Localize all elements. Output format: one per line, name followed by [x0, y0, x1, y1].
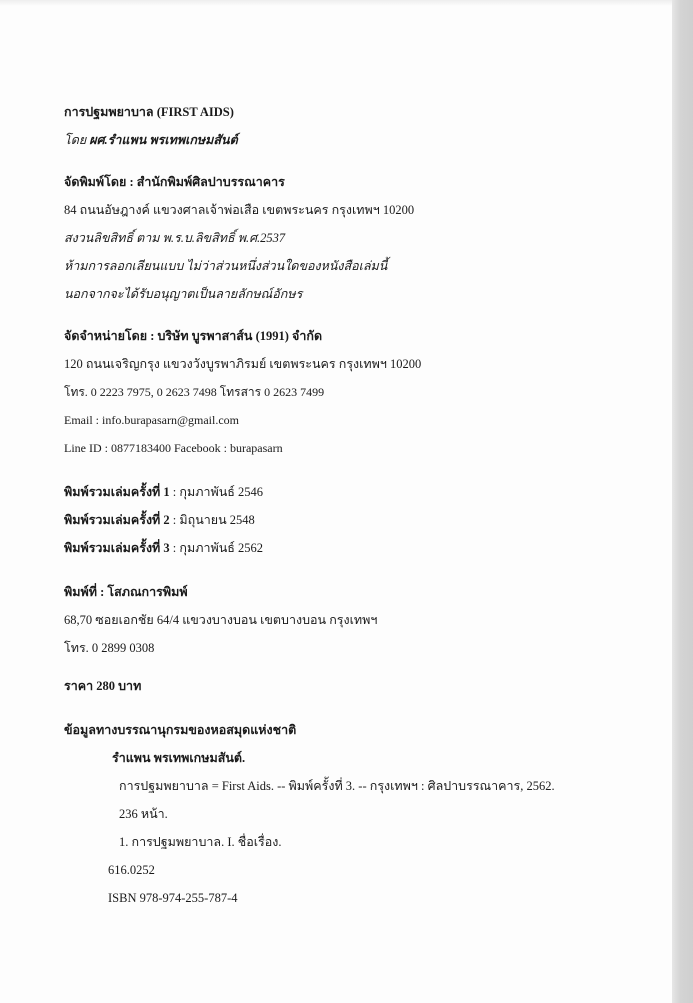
price: ราคา 280 บาท	[64, 679, 142, 693]
printer-label: พิมพ์ที่ :	[64, 585, 105, 599]
printing-label: พิมพ์รวมเล่มครั้งที่ 1	[64, 485, 170, 499]
copyright-notice: สงวนลิขสิทธิ์ ตาม พ.ร.บ.ลิขสิทธิ์ พ.ศ.2537	[64, 231, 286, 245]
printing-date: : กุมภาพันธ์ 2562	[172, 541, 264, 555]
printing-2	[64, 506, 664, 534]
publisher-line	[64, 168, 664, 196]
book-title: การปฐมพยาบาล (FIRST AIDS)	[64, 105, 234, 119]
printer-line	[64, 578, 664, 606]
reproduction-notice: ห้ามการลอกเลียนแบบ ไม่ว่าส่วนหนึ่งส่วนใดของหนังสือเล่มนี้	[64, 259, 388, 273]
cataloging-isbn: ISBN 978-974-255-787-4	[108, 891, 238, 905]
distributor-social: Line ID : 0877183400 Facebook : burapasarn	[64, 441, 283, 455]
publisher-name: สำนักพิมพ์ศิลปาบรรณาคาร	[136, 175, 285, 189]
page-binding-edge	[672, 0, 693, 1003]
printing-1	[64, 478, 664, 506]
printing-3	[64, 534, 664, 562]
author-prefix: โดย	[64, 133, 87, 147]
distributor-email: Email : info.burapasarn@gmail.com	[64, 413, 240, 427]
distributor-address: 120 ถนนเจริญกรุง แขวงวังบูรพาภิรมย์ เขตพระนคร กรุงเทพฯ 10200	[64, 357, 422, 371]
printing-label: พิมพ์รวมเล่มครั้งที่ 2	[64, 513, 170, 527]
cataloging-title: การปฐมพยาบาล = First Aids. -- พิมพ์ครั้งที่ 3. -- กรุงเทพฯ : ศิลปาบรรณาคาร, 2562.	[119, 779, 555, 793]
cataloging-subject: 1. การปฐมพยาบาล. I. ชื่อเรื่อง.	[119, 835, 282, 849]
book-author: ผศ.รำแพน พรเทพเกษมสันต์	[89, 133, 238, 147]
permission-notice: นอกจากจะได้รับอนุญาตเป็นลายลักษณ์อักษร	[64, 287, 303, 301]
printing-label: พิมพ์รวมเล่มครั้งที่ 3	[64, 541, 170, 555]
distributor-label: จัดจำหน่ายโดย :	[64, 329, 155, 343]
printer-name: โสภณการพิมพ์	[107, 585, 188, 599]
imprint-content	[64, 98, 664, 912]
distributor-phone: โทร. 0 2223 7975, 0 2623 7498 โทรสาร 0 2623 7499	[64, 385, 325, 399]
publisher-label: จัดพิมพ์โดย :	[64, 175, 134, 189]
printer-address: 68,70 ซอยเอกชัย 64/4 แขวงบางบอน เขตบางบอน กรุงเทพฯ	[64, 613, 378, 627]
cataloging-pages: 236 หน้า.	[119, 807, 168, 821]
printer-phone: โทร. 0 2899 0308	[64, 641, 155, 655]
cataloging-heading: ข้อมูลทางบรรณานุกรมของหอสมุดแห่งชาติ	[64, 723, 297, 737]
book-author-line	[64, 126, 664, 154]
cataloging-author: รำแพน พรเทพเกษมสันต์.	[112, 751, 246, 765]
printing-date: : กุมภาพันธ์ 2546	[172, 485, 264, 499]
distributor-name: บริษัท บูรพาสาส์น (1991) จำกัด	[157, 329, 323, 343]
printing-date: : มิถุนายน 2548	[172, 513, 255, 527]
distributor-line	[64, 322, 664, 350]
cataloging-classification: 616.0252	[108, 863, 155, 877]
publisher-address: 84 ถนนอัษฎางค์ แขวงศาลเจ้าพ่อเสือ เขตพระนคร กรุงเทพฯ 10200	[64, 203, 415, 217]
page-top-shadow	[0, 0, 672, 6]
